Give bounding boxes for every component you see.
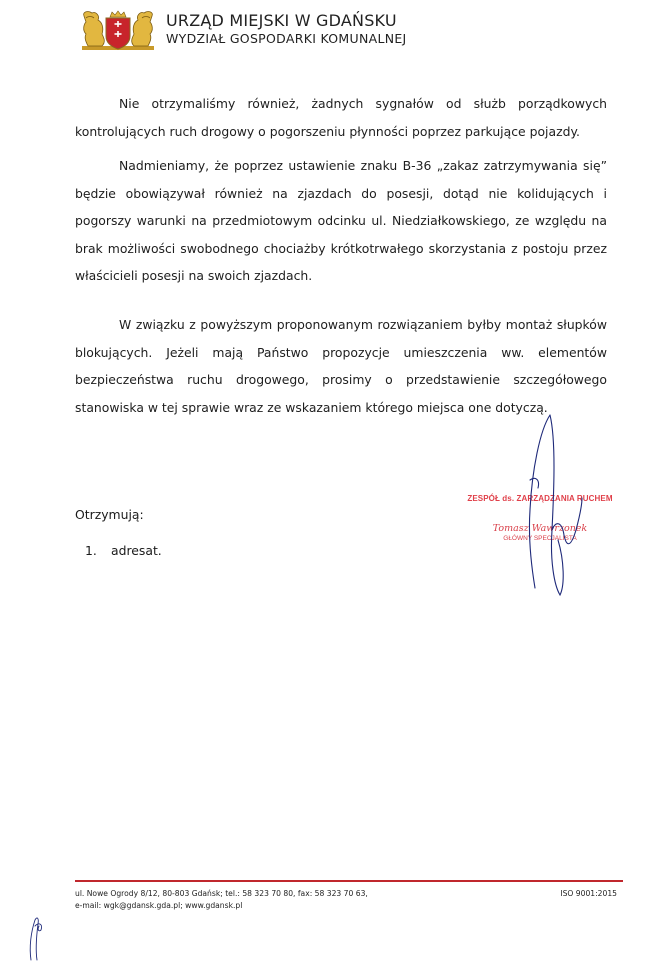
stamp-name: Tomasz Wawrzonek — [492, 523, 588, 534]
recipient-item — [85, 541, 162, 561]
paragraph-text: Nadmieniamy, że poprzez ustawienie znaku B-36 „zakaz zatrzymywania się” będzie obowiązywał również na zjazdach do posesji, dotąd nie kolidujących i pogorszy warunki na przedmiotowym odcinku ul. Niedziałkowskiego, ze względu na brak możliwości swobodnego chociażby krótkotrwałego skorzystania z postoju przez właścicieli posesji na swoich zjazdach. — [75, 158, 607, 283]
footer-address: ul. Nowe Ogrody 8/12, 80-803 Gdańsk; tel.: 58 323 70 80, fax: 58 323 70 63, — [75, 889, 368, 898]
footer-divider — [75, 880, 623, 882]
paragraph-text: W związku z powyższym proponowanym rozwiązaniem byłby montaż słupków blokujących. Jeżeli mają Państwo propozycje umieszczenia ww. elementów bezpieczeństwa ruchu drogowego, prosimy o przedstawienie szczegółowego stanowiska w tej sprawie wraz ze wskazaniem którego miejsca one dotyczą. — [75, 317, 607, 415]
handwritten-initial-icon — [25, 912, 50, 962]
recipients-label: Otrzymują: — [75, 507, 144, 522]
stamp-title: ZESPÓŁ ds. ZARZĄDZANIA RUCHEM — [467, 494, 613, 503]
paragraph-3 — [75, 311, 607, 421]
recipients-section — [75, 505, 162, 561]
stamp-role: GŁÓWNY SPECJALISTA — [503, 535, 577, 542]
department-name: WYDZIAŁ GOSPODARKI KOMUNALNEJ — [166, 31, 407, 46]
paragraph-1 — [75, 90, 607, 145]
office-name: URZĄD MIEJSKI W GDAŃSKU — [166, 11, 397, 30]
paragraph-2 — [75, 152, 607, 290]
paragraph-text: Nie otrzymaliśmy również, żadnych sygnałów od służb porządkowych kontrolujących ruch drogowy o pogorszeniu płynności poprzez parkujące pojazdy. — [75, 96, 607, 139]
footer — [75, 888, 623, 912]
recipient-number: 1. — [85, 543, 97, 558]
footer-contact: e-mail: wgk@gdansk.gda.pl; www.gdansk.pl — [75, 901, 243, 910]
gdansk-coat-of-arms-icon — [78, 8, 158, 52]
handwritten-signature-icon — [510, 410, 590, 600]
letterhead — [78, 8, 498, 52]
iso-certification: ISO 9001:2015 — [560, 889, 617, 898]
recipient-text: adresat. — [111, 543, 162, 558]
